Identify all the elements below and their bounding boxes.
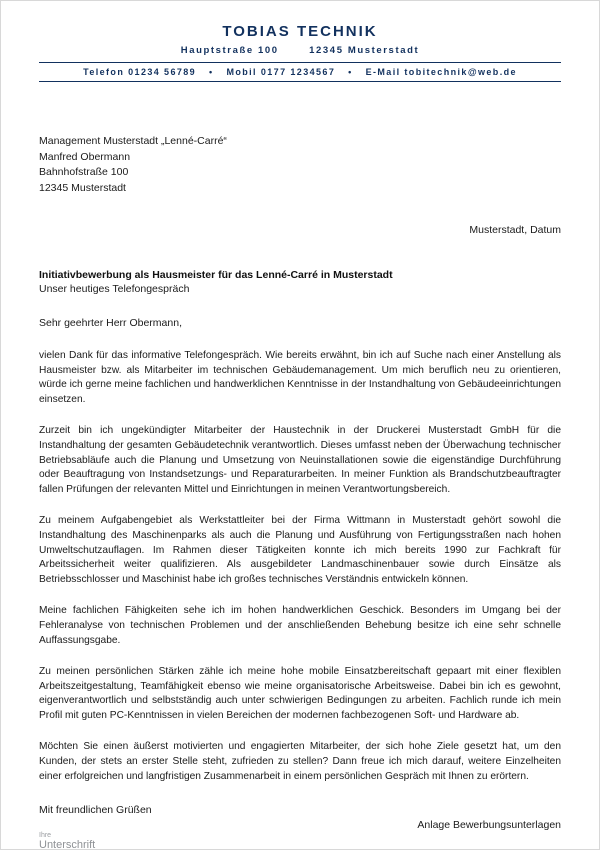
address-separator	[283, 45, 305, 56]
sender-address	[39, 45, 561, 56]
contact-dot-2: •	[348, 67, 353, 77]
sender-email[interactable]: E-Mail tobitechnik@web.de	[365, 67, 517, 77]
recipient-street: Bahnhofstraße 100	[39, 166, 129, 178]
recipient-address-block	[39, 134, 561, 196]
sender-mobile: Mobil 0177 1234567	[226, 67, 336, 77]
signature-block	[39, 832, 561, 851]
body-paragraph: Zurzeit bin ich ungekündigter Mitarbeiter der Haustechnik in der Druckerei Musterstadt GmbH für die Instandhaltung der gesamten Gebäudetechnik verantwortlich. Dieses umfasst neben der Überwachung technischer Betriebsabläufe auch die Planung und Umsetzung von Neuinstallationen sowie die eigenständige Durchführung oder Beauftragung von Instandsetzungs- und Reparaturarbeiten. In meiner Funktion als Brandschutzbeauftragter fallen Prüfungen der relevanten Mittel und Einrichtungen in meinen Verantwortungsbereich.	[39, 425, 561, 495]
body-paragraph: Möchten Sie einen äußerst motivierten und engagierten Mitarbeiter, der sich hohe Ziele gesetzt hat, um den Kunden, der stets an erster Stelle steht, zufrieden zu stellen? Dann freue ich mich darauf, weitere Einzelheiten einer erfolgreichen und langfristigen Zusammenarbeit in einem persönlichen Gespräch mit Ihnen zu erörtern.	[39, 741, 561, 782]
attachment-note: Anlage Bewerbungsunterlagen	[417, 819, 561, 831]
sender-contact-line	[39, 63, 561, 81]
sender-name: TOBIAS TECHNIK	[222, 23, 378, 40]
signature-prefix: Ihre	[39, 832, 52, 840]
place-and-date: Musterstadt, Datum	[469, 224, 561, 236]
body-paragraph: vielen Dank für das informative Telefongespräch. Wie bereits erwähnt, bin ich auf Suche nach einer Anstellung als Hausmeister bzw. als Mitarbeiter im technischen Gebäudemanagement. Um mich beruflich neu zu orientieren, würde ich gerne meine fachlichen und handwerklichen Kenntnisse in der Instandhaltung von Gebäudeeinrichtungen einsetzen.	[39, 350, 561, 405]
sender-phone: Telefon 01234 56789	[83, 67, 197, 77]
salutation: Sehr geehrter Herr Obermann,	[39, 317, 182, 329]
sender-city: 12345 Musterstadt	[309, 45, 420, 56]
signature-text: Unterschrift	[39, 839, 96, 851]
subject-subline: Unser heutiges Telefongespräch	[39, 283, 190, 295]
letterhead	[39, 23, 561, 82]
body-paragraph: Meine fachlichen Fähigkeiten sehe ich im hohen handwerklichen Geschick. Besonders im Umgang bei der Fehleranalyse von technischen Problemen und der anschließenden Behebung besitze ich eine sehr schnelle Auffassungsgabe.	[39, 605, 561, 646]
sender-street: Hauptstraße 100	[180, 45, 279, 56]
contact-dot-1: •	[209, 67, 214, 77]
recipient-person: Manfred Obermann	[39, 150, 131, 163]
recipient-city: 12345 Musterstadt	[39, 181, 126, 194]
body-paragraph: Zu meinen persönlichen Stärken zähle ich meine hohe mobile Einsatzbereitschaft gepaart mit einer flexiblen Arbeitszeitgestaltung, Teamfähigkeit ebenso wie meine organisatorische Arbeitsweise. Dabei bin ich es gewohnt, eigenverantwortlich und selbstständig auch unter schwierigen Bedingungen zu arbeiten. Fachlich runde ich mein Profil mit guten PC-Kenntnissen in vielen Bereichen der modernen fachbezogenen Soft- und Hardware ab.	[39, 666, 561, 721]
body-paragraph: Zu meinem Aufgabengebiet als Werkstattleiter bei der Firma Wittmann in Musterstadt gehört sowohl die Instandhaltung des Maschinenparks als auch die Planung und Ausführung von Fertigungsstraßen nach hohen Umweltschutzauflagen. Im Rahmen dieser Tätigkeiten konnte ich mich bereits 1990 zur Fachkraft für Arbeitssicherheit weiter qualifizieren. Als ausgebildeter Landmaschinenbauer sowie durch Einsätze als Betriebsschlosser und Maschinist habe ich großes technisches Verständnis entwickeln können.	[39, 515, 561, 585]
letterhead-rule-bottom	[39, 81, 561, 82]
recipient-company: Management Musterstadt „Lenné-Carré“	[39, 135, 227, 147]
subject-line: Initiativbewerbung als Hausmeister für das Lenné-Carré in Musterstadt	[39, 269, 393, 281]
closing-phrase: Mit freundlichen Grüßen	[39, 804, 152, 817]
